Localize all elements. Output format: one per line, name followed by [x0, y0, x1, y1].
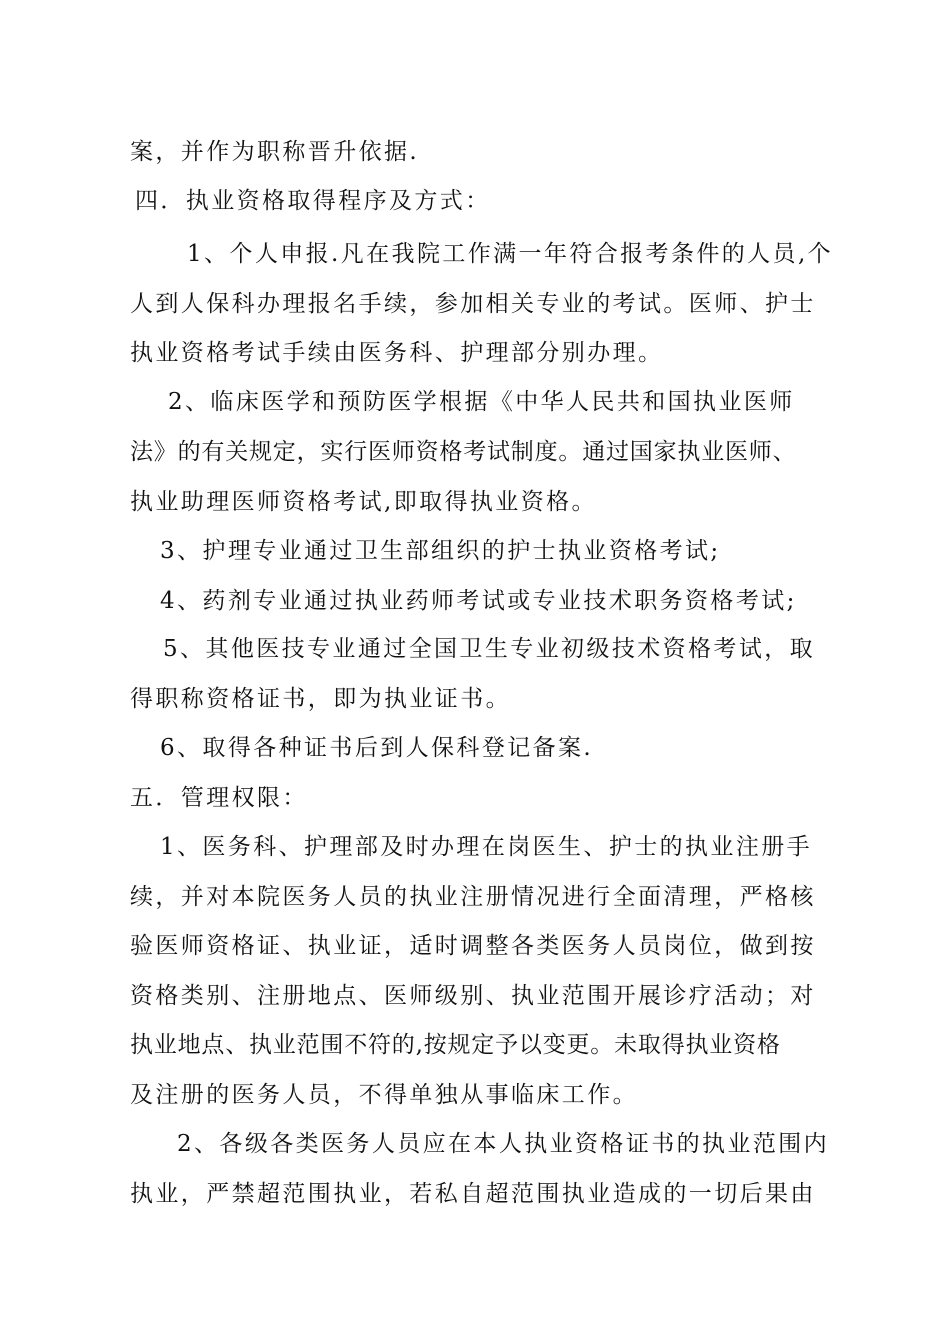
text-line-18: 资格类别、注册地点、医师级别、执业范围开展诊疗活动；对	[130, 983, 816, 1009]
text-line-5: 执业资格考试手续由医务科、护理部分别办理。	[130, 340, 664, 366]
text-line-11: 5、其他医技专业通过全国卫生专业初级技术资格考试，取	[163, 636, 816, 662]
section-heading-4: 四．执业资格取得程序及方式：	[135, 188, 491, 214]
text-line-1: 案，并作为职称晋升依据.	[130, 139, 420, 165]
text-line-19: 执业地点、执业范围不符的,按规定予以变更。未取得执业资格	[130, 1032, 781, 1058]
section-heading-5: 五．管理权限：	[130, 785, 308, 811]
text-line-7: 法》的有关规定，实行医师资格考试制度。通过国家执业医师、	[130, 439, 797, 465]
text-line-15: 1、医务科、护理部及时办理在岗医生、护士的执业注册手	[160, 834, 813, 860]
text-line-17: 验医师资格证、执业证，适时调整各类医务人员岗位，做到按	[130, 933, 816, 959]
text-line-22: 执业，严禁超范围执业，若私自超范围执业造成的一切后果由	[130, 1181, 816, 1207]
text-line-10: 4、药剂专业通过执业药师考试或专业技术职务资格考试;	[160, 588, 797, 614]
text-line-4: 人到人保科办理报名手续，参加相关专业的考试。医师、护士	[130, 291, 816, 317]
text-line-20: 及注册的医务人员，不得单独从事临床工作。	[130, 1082, 638, 1108]
text-line-6: 2、临床医学和预防医学根据《中华人民共和国执业医师	[168, 389, 795, 415]
text-line-13: 6、取得各种证书后到人保科登记备案.	[160, 735, 594, 761]
text-line-16: 续，并对本院医务人员的执业注册情况进行全面清理，严格核	[130, 884, 816, 910]
text-line-8: 执业助理医师资格考试,即取得执业资格。	[130, 489, 597, 515]
text-line-21: 2、各级各类医务人员应在本人执业资格证书的执业范围内	[177, 1131, 830, 1157]
text-line-12: 得职称资格证书，即为执业证书。	[130, 686, 511, 712]
text-line-3: 1、个人申报.凡在我院工作满一年符合报考条件的人员,个	[187, 241, 834, 267]
text-line-9: 3、护理专业通过卫生部组织的护士执业资格考试;	[160, 538, 721, 564]
